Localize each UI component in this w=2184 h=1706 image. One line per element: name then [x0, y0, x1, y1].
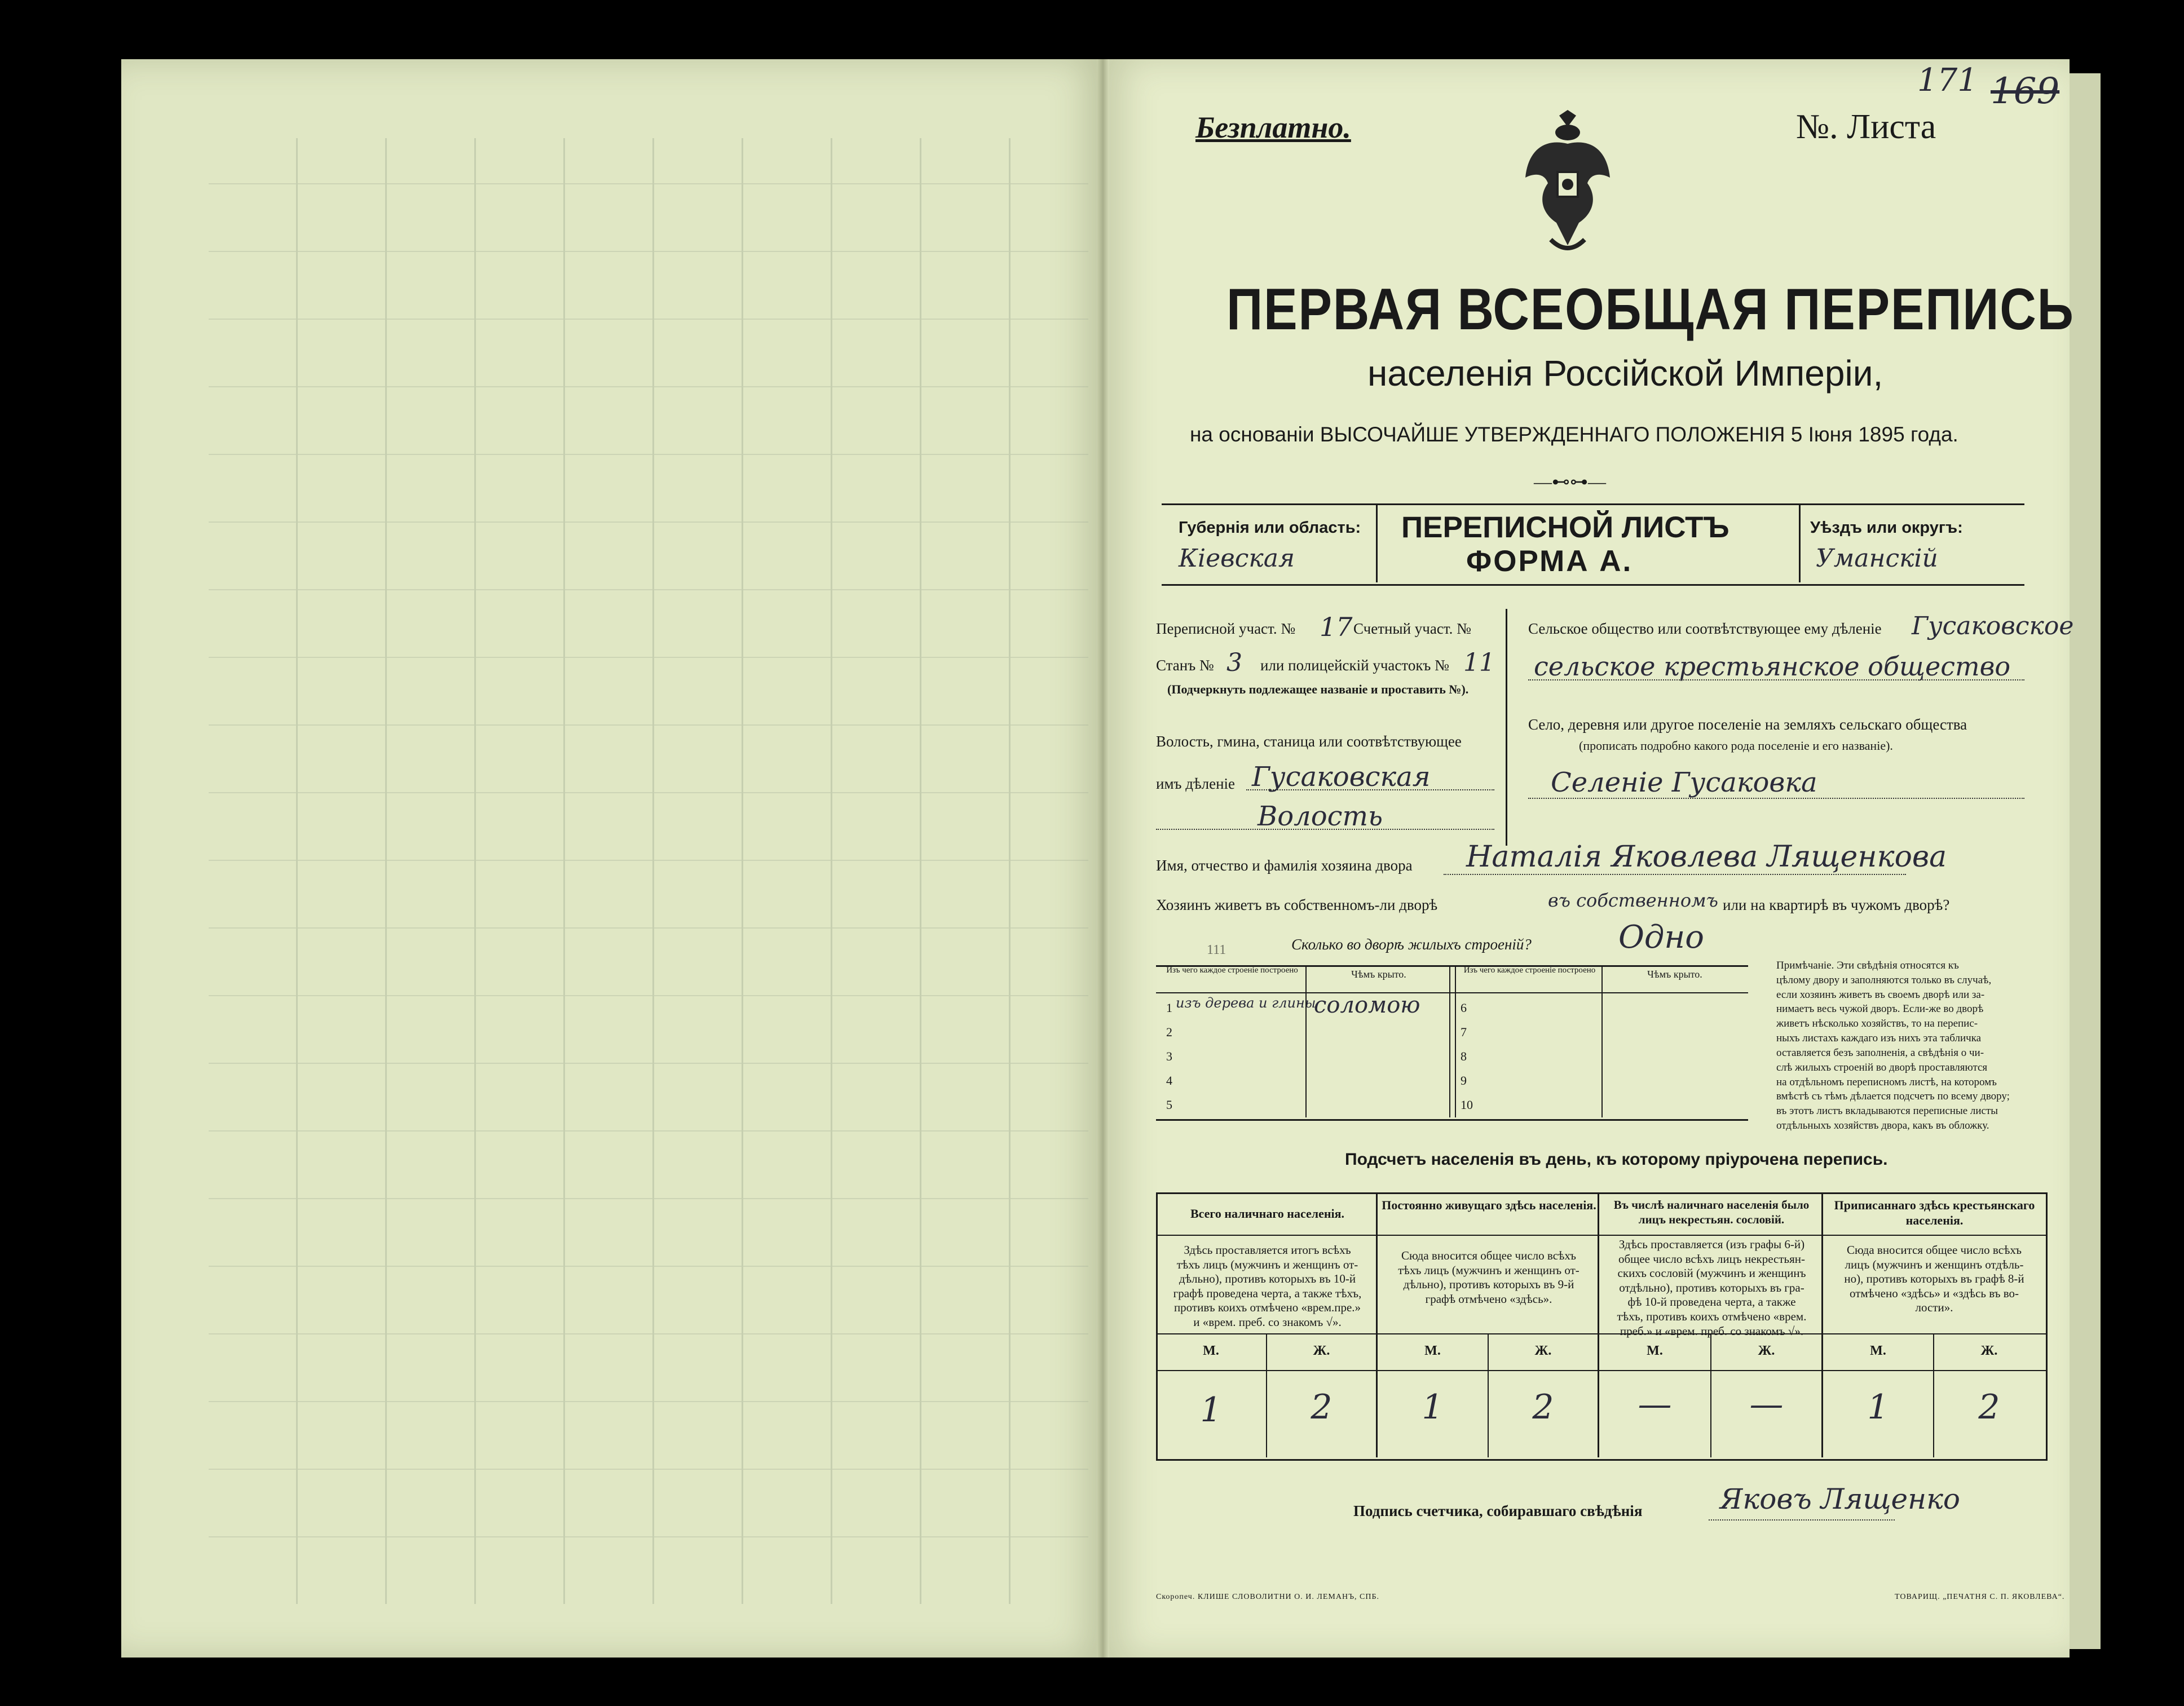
subtitle: населенія Россійской Имперіи,: [1367, 353, 1883, 394]
desc-line: Сюда вносится общее число всѣхъ: [1401, 1249, 1576, 1262]
form-title: ПЕРЕПИСНОЙ ЛИСТЪ: [1401, 511, 1729, 544]
form-letter: ФОРМА А.: [1466, 545, 1633, 578]
building-row-number: 5: [1166, 1098, 1172, 1112]
uezd-label: Уѣздъ или округъ:: [1810, 519, 1963, 537]
count-col-head: Приписаннаго здѣсь крестьянскаго населенія.: [1834, 1198, 2035, 1227]
buildings-table-header-line: [1156, 992, 1748, 993]
form-header-divider: [1376, 503, 1378, 582]
female-label: Ж.: [1313, 1343, 1330, 1358]
buildings-table: [1156, 965, 1748, 1121]
lives-value: въ собственномъ: [1548, 890, 1718, 911]
volost-value: Гусаковская: [1252, 761, 1431, 793]
desc-line: но), противъ которыхъ въ графѣ 8-й: [1844, 1272, 2024, 1286]
uezd-value: Уманскій: [1816, 544, 1938, 573]
male-label: М.: [1424, 1343, 1441, 1358]
buildings-table-col: [1305, 965, 1307, 1117]
free-label: Безплатно.: [1195, 111, 1351, 144]
form-header-divider: [1799, 503, 1801, 582]
count-table-row: [1156, 1370, 2046, 1371]
desc-line: отдѣльно), противъ которыхъ въ гра-: [1619, 1280, 1804, 1294]
footer-left: Скоропеч. КЛИШЕ СЛОВОЛИТНИ О. И. ЛЕМАНЪ, СПБ.: [1156, 1593, 1379, 1601]
margin-note: 111: [1207, 943, 1226, 957]
volost-underline-2: [1156, 829, 1494, 830]
note-line: въ этотъ листъ вкладываются переписные листы: [1776, 1105, 1998, 1117]
gubernia-label: Губернія или область:: [1179, 519, 1361, 537]
building-row-number: 6: [1461, 1001, 1467, 1015]
count-male-nonpeasant: —: [1638, 1385, 1672, 1424]
building-row-number: 2: [1166, 1025, 1172, 1039]
counting-district-label: Счетный участ. №: [1353, 620, 1471, 637]
desc-line: и «врем. преб. со знакомъ √».: [1193, 1315, 1342, 1329]
desc-line: тѣхъ лицъ (мужчинъ и женщинъ от-: [1398, 1263, 1579, 1277]
buildings-col-roof-right: Чѣмъ крыто.: [1647, 969, 1702, 980]
rural-society-label: Сельское общество или соотвѣтствующее ему дѣленіе: [1528, 620, 1882, 637]
buildings-table-col: [1455, 965, 1456, 1117]
desc-line: лицъ (мужчинъ и женщинъ отдѣль-: [1845, 1257, 2024, 1271]
desc-line: отмѣчено «здѣсь» и «здѣсь въ во-: [1849, 1286, 2019, 1300]
count-col-head: Постоянно живущаго здѣсь населенія.: [1382, 1198, 1596, 1212]
page-fold: [1097, 59, 1109, 1658]
count-female-registered: 2: [1978, 1387, 2000, 1427]
note-line: нимаетъ весь чужой дворъ. Если-же во дворѣ: [1776, 1003, 1984, 1015]
desc-line: фѣ 10-й проведена черта, а также: [1627, 1295, 1796, 1309]
note-line: вмѣстѣ съ тѣмъ дѣлается подсчетъ по всему двору;: [1776, 1090, 2010, 1103]
count-male-permanent: 1: [1422, 1387, 1444, 1427]
buildings-col-roof: Чѣмъ крыто.: [1351, 969, 1406, 980]
owner-underline: [1444, 874, 1906, 875]
count-col-desc: [1827, 1243, 2041, 1315]
count-table-title: Подсчетъ населенія въ день, къ которому пріурочена перепись.: [1345, 1150, 1888, 1169]
basis-line: на основаніи ВЫСОЧАЙШЕ УТВЕРЖДЕННАГО ПОЛОЖЕНІЯ 5 Іюня 1895 года.: [1190, 423, 1958, 446]
rural-society-value-2: сельское крестьянское общество: [1534, 651, 2011, 682]
volost-label: Волость, гмина, станица или соотвѣтствующее: [1156, 733, 1462, 750]
building-row-number: 9: [1461, 1073, 1467, 1088]
note-line: ныхъ листахъ каждаго изъ нихъ эта табличка: [1776, 1032, 1982, 1045]
volost-label-2: имъ дѣленіе: [1156, 775, 1236, 792]
census-district-label: Переписной участ. №: [1156, 620, 1296, 637]
count-male-total: 1: [1200, 1390, 1222, 1430]
village-note: (прописать подробно какого рода поселеніе и его названіе).: [1579, 739, 1893, 753]
desc-line: Сюда вносится общее число всѣхъ: [1847, 1243, 2022, 1257]
imperial-eagle-emblem: [1523, 110, 1613, 257]
fields-divider: [1506, 609, 1507, 846]
note-line: слѣ жилыхъ строеній во дворѣ проставляются: [1776, 1061, 1988, 1073]
stan-label: Станъ №: [1156, 657, 1214, 674]
count-table-row: [1156, 1333, 2046, 1334]
count-female-permanent: 2: [1532, 1387, 1554, 1427]
desc-line: дѣльно), противъ которыхъ въ 9-й: [1403, 1278, 1574, 1292]
buildings-col-material: Изъ чего каждое строеніе построено: [1166, 966, 1298, 975]
buildings-table-col: [1601, 965, 1603, 1117]
note-line: цѣлому двору и заполняются только въ случаѣ,: [1776, 974, 1992, 986]
female-label: Ж.: [1758, 1343, 1775, 1358]
building-row-number: 8: [1461, 1049, 1467, 1063]
count-col-desc: [1162, 1243, 1373, 1330]
count-col-desc: [1603, 1237, 1820, 1338]
desc-line: графѣ проведена черта, а также тѣхъ,: [1173, 1286, 1362, 1300]
signature-underline: [1709, 1519, 1895, 1521]
buildings-col-material-right: Изъ чего каждое строеніе построено: [1463, 966, 1596, 975]
signature-label: Подпись счетчика, собиравшаго свѣдѣнія: [1353, 1502, 1643, 1519]
sheet-number-label: №. Листа: [1796, 108, 1936, 146]
owner-label: Имя, отчество и фамилія хозяина двора: [1156, 857, 1413, 874]
building-row-number: 10: [1461, 1098, 1473, 1112]
male-label: М.: [1203, 1343, 1219, 1358]
rural-society-underline: [1528, 679, 2024, 680]
count-table-row: [1156, 1235, 2046, 1236]
ornament-divider: —⊷⊶—: [1534, 471, 1606, 492]
desc-line: тѣхъ лицъ (мужчинъ и женщинъ от-: [1176, 1257, 1358, 1271]
count-col-head: Въ числѣ наличнаго населенія было лицъ некрестьян. сословій.: [1613, 1198, 1810, 1226]
village-label: Село, деревня или другое поселеніе на земляхъ сельскаго общества: [1528, 716, 1967, 733]
desc-line: скихъ сословій (мужчинъ и женщинъ: [1617, 1266, 1806, 1280]
desc-line: дѣльно), противъ которыхъ въ 10-й: [1179, 1272, 1356, 1286]
desc-line: противъ коихъ отмѣчено «врем.пре.»: [1173, 1301, 1361, 1315]
village-value: Селеніе Гусаковка: [1551, 767, 1817, 798]
gubernia-value: Кіевская: [1179, 544, 1295, 573]
note-line: живетъ нѣсколько хозяйствъ, то на перепис-: [1776, 1018, 1978, 1030]
count-female-total: 2: [1311, 1387, 1333, 1427]
note-line: если хозяинъ живетъ въ своемъ дворѣ или за-: [1776, 988, 1985, 1001]
desc-line: Здѣсь проставляется итогъ всѣхъ: [1184, 1243, 1351, 1257]
desc-line: лости».: [1915, 1301, 1953, 1315]
count-col-desc: [1382, 1249, 1596, 1306]
male-label: М.: [1647, 1343, 1663, 1358]
desc-line: тѣхъ, противъ коихъ отмѣчено «врем.: [1617, 1310, 1807, 1324]
police-district-value: 11: [1463, 648, 1495, 677]
desc-line: графѣ отмѣчено «здѣсь».: [1425, 1292, 1552, 1306]
signature-value: Яковъ Лященко: [1720, 1483, 1961, 1515]
note-line: на отдѣльномъ переписномъ листѣ, на которомъ: [1776, 1076, 1997, 1088]
building-1-material: изъ дерева и глины: [1176, 995, 1316, 1011]
building-row-number: 3: [1166, 1049, 1172, 1063]
building-1-roof: соломою: [1314, 992, 1420, 1018]
desc-line: Здѣсь проставляется (изъ графы 6-й): [1618, 1237, 1805, 1251]
buildings-table-col: [1449, 965, 1450, 1117]
footer-right: ТОВАРИЩ. „ПЕЧАТНЯ С. П. ЯКОВЛЕВА“.: [1895, 1593, 2065, 1601]
desc-line: общее число всѣхъ лицъ некрестьян-: [1618, 1252, 1806, 1266]
owner-value: Наталія Яковлева Лященкова: [1466, 840, 1947, 874]
note-line: Примѣчаніе. Эти свѣдѣнія относятся къ: [1776, 960, 1959, 971]
census-district-value: 17: [1320, 612, 1353, 642]
note-block: [1776, 958, 2036, 1133]
stan-value: 3: [1226, 648, 1242, 677]
note-line: оставляется безъ заполненія, а свѣдѣнія о чи-: [1776, 1046, 1984, 1059]
male-label: М.: [1870, 1343, 1886, 1358]
count-female-nonpeasant: —: [1749, 1385, 1784, 1424]
count-col-head: Всего наличнаго населенія.: [1190, 1206, 1345, 1221]
note-line: отдѣльныхъ хозяйствъ двора, какъ въ обложку.: [1776, 1120, 1989, 1132]
volost-value-2: Волость: [1258, 801, 1383, 832]
count-male-registered: 1: [1867, 1387, 1889, 1427]
left-page-bleed-through-grid: [209, 138, 1088, 1604]
building-row-number: 1: [1166, 1001, 1172, 1015]
female-label: Ж.: [1534, 1343, 1552, 1358]
lives-label: Хозяинъ живетъ въ собственномъ-ли дворѣ: [1156, 896, 1438, 913]
building-row-number: 7: [1461, 1025, 1467, 1039]
desc-line: преб.» и «врем. преб. со знакомъ √».: [1620, 1324, 1804, 1338]
female-label: Ж.: [1980, 1343, 1998, 1358]
lives-label-2: или на квартирѣ въ чужомъ дворѣ?: [1723, 896, 1950, 913]
village-underline: [1528, 798, 2024, 799]
rural-society-value: Гусаковское: [1912, 612, 2074, 640]
buildings-value: Одно: [1618, 919, 1705, 956]
building-row-number: 4: [1166, 1073, 1172, 1088]
police-district-label: или полицейскій участокъ №: [1260, 657, 1449, 674]
sheet-number-handwritten: 171: [1917, 62, 1978, 99]
sheet-number-crossed: 169: [1991, 70, 2060, 112]
buildings-label: Сколько во дворѣ жилыхъ строеній?: [1291, 936, 1532, 953]
volost-underline: [1246, 789, 1494, 790]
underline-note: (Подчеркнуть подлежащее названіе и проставить №).: [1167, 682, 1469, 696]
main-title: ПЕРВАЯ ВСЕОБЩАЯ ПЕРЕПИСЬ: [1226, 277, 2075, 342]
